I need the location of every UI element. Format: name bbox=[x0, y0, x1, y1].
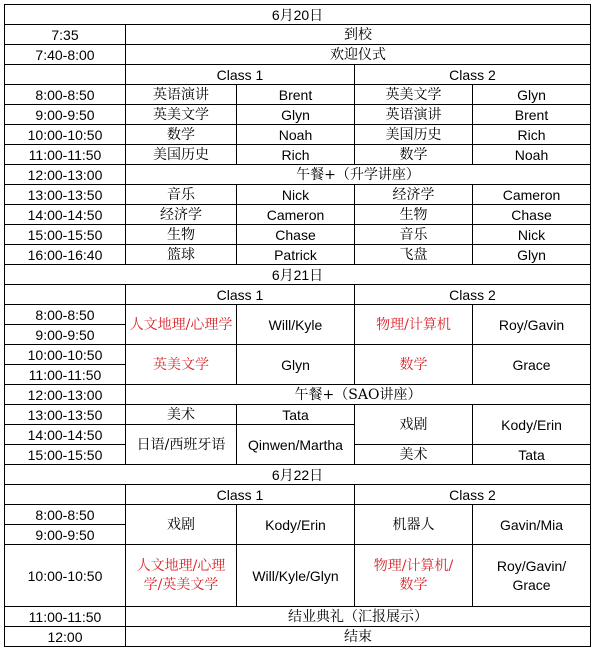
class2-teacher: Brent bbox=[473, 105, 591, 125]
class2-teacher-text: Roy/Gavin/Grace bbox=[496, 557, 567, 593]
class1-header: Class 1 bbox=[126, 485, 355, 505]
class1-teacher: Glyn bbox=[237, 345, 355, 385]
class1-teacher: Qinwen/Martha bbox=[237, 425, 355, 465]
time-cell: 12:00-13:00 bbox=[5, 165, 126, 185]
time-cell: 10:00-10:50 bbox=[5, 125, 126, 145]
class1-subject: 经济学 bbox=[126, 205, 237, 225]
class2-subject: 机器人 bbox=[355, 505, 473, 545]
class1-teacher: Kody/Erin bbox=[237, 505, 355, 545]
class1-subject: 英语演讲 bbox=[126, 85, 237, 105]
schedule-table bbox=[4, 4, 591, 647]
time-cell: 11:00-11:50 bbox=[5, 365, 126, 385]
time-cell: 9:00-9:50 bbox=[5, 325, 126, 345]
class1-teacher: Will/Kyle bbox=[237, 305, 355, 345]
class1-subject: 生物 bbox=[126, 225, 237, 245]
session-row bbox=[5, 345, 591, 365]
lunch-cell: 午餐+（SAO讲座） bbox=[126, 385, 591, 405]
blank-cell bbox=[5, 65, 126, 85]
class2-subject: 经济学 bbox=[355, 185, 473, 205]
class2-header: Class 2 bbox=[355, 485, 591, 505]
closing-row bbox=[5, 607, 591, 627]
class2-teacher: Grace bbox=[473, 345, 591, 385]
class1-teacher: Chase bbox=[237, 225, 355, 245]
session-row bbox=[5, 205, 591, 225]
class2-subject-text: 物理/计算机/数学 bbox=[373, 557, 454, 593]
class2-teacher: Cameron bbox=[473, 185, 591, 205]
class1-teacher: Brent bbox=[237, 85, 355, 105]
class1-teacher: Will/Kyle/Glyn bbox=[237, 545, 355, 607]
closing-cell: 结业典礼（汇报展示） bbox=[126, 607, 591, 627]
class1-subject: 美国历史 bbox=[126, 145, 237, 165]
time-cell: 9:00-9:50 bbox=[5, 105, 126, 125]
class2-subject: 物理/计算机 bbox=[355, 305, 473, 345]
class2-subject: 美术 bbox=[355, 445, 473, 465]
class2-subject: 英语演讲 bbox=[355, 105, 473, 125]
time-cell: 8:00-8:50 bbox=[5, 85, 126, 105]
session-row bbox=[5, 145, 591, 165]
class2-subject: 音乐 bbox=[355, 225, 473, 245]
end-cell: 结束 bbox=[126, 627, 591, 647]
class2-subject: 生物 bbox=[355, 205, 473, 225]
class2-teacher: Tata bbox=[473, 445, 591, 465]
class2-teacher: Glyn bbox=[473, 85, 591, 105]
class1-subject: 戏剧 bbox=[126, 505, 237, 545]
class2-header: Class 2 bbox=[355, 65, 591, 85]
class1-subject: 美术 bbox=[126, 405, 237, 425]
time-cell: 15:00-15:50 bbox=[5, 225, 126, 245]
class-header-row bbox=[5, 285, 591, 305]
class2-teacher: Gavin/Mia bbox=[473, 505, 591, 545]
class1-teacher: Rich bbox=[237, 145, 355, 165]
event-cell: 到校 bbox=[126, 25, 591, 45]
class1-teacher: Glyn bbox=[237, 105, 355, 125]
class2-teacher: Roy/Gavin bbox=[473, 305, 591, 345]
class1-subject-text: 人文地理/心理学/英美文学 bbox=[136, 557, 226, 593]
class1-teacher: Nick bbox=[237, 185, 355, 205]
class1-subject: 英美文学 bbox=[126, 345, 237, 385]
class2-subject: 数学 bbox=[355, 145, 473, 165]
session-row bbox=[5, 185, 591, 205]
class1-subject: 人文地理/心理学 bbox=[126, 305, 237, 345]
class-header-row bbox=[5, 65, 591, 85]
session-row bbox=[5, 405, 591, 425]
time-cell: 12:00 bbox=[5, 627, 126, 647]
class1-header: Class 1 bbox=[126, 65, 355, 85]
class2-teacher: Glyn bbox=[473, 245, 591, 265]
time-cell: 16:00-16:40 bbox=[5, 245, 126, 265]
schedule-row bbox=[5, 25, 591, 45]
class1-subject: 篮球 bbox=[126, 245, 237, 265]
time-cell: 12:00-13:00 bbox=[5, 385, 126, 405]
time-cell: 7:40-8:00 bbox=[5, 45, 126, 65]
time-cell: 14:00-14:50 bbox=[5, 425, 126, 445]
time-cell: 10:00-10:50 bbox=[5, 545, 126, 607]
class2-teacher: Nick bbox=[473, 225, 591, 245]
time-cell: 9:00-9:50 bbox=[5, 525, 126, 545]
lunch-row bbox=[5, 385, 591, 405]
time-cell: 13:00-13:50 bbox=[5, 185, 126, 205]
class2-subject: 戏剧 bbox=[355, 405, 473, 445]
event-cell: 欢迎仪式 bbox=[126, 45, 591, 65]
class2-teacher: Rich bbox=[473, 125, 591, 145]
session-row bbox=[5, 305, 591, 325]
time-cell: 8:00-8:50 bbox=[5, 505, 126, 525]
time-cell: 14:00-14:50 bbox=[5, 205, 126, 225]
date-cell: 6月22日 bbox=[5, 465, 591, 485]
date-row bbox=[5, 465, 591, 485]
class1-subject: 英美文学 bbox=[126, 105, 237, 125]
class1-subject bbox=[126, 545, 237, 607]
time-cell: 13:00-13:50 bbox=[5, 405, 126, 425]
date-cell: 6月21日 bbox=[5, 265, 591, 285]
class1-subject: 数学 bbox=[126, 125, 237, 145]
class2-subject: 美国历史 bbox=[355, 125, 473, 145]
date-row bbox=[5, 5, 591, 25]
class1-teacher: Noah bbox=[237, 125, 355, 145]
class1-teacher: Patrick bbox=[237, 245, 355, 265]
class1-header: Class 1 bbox=[126, 285, 355, 305]
class2-teacher: Kody/Erin bbox=[473, 405, 591, 445]
class2-subject bbox=[355, 545, 473, 607]
class-header-row bbox=[5, 485, 591, 505]
session-row bbox=[5, 245, 591, 265]
class1-subject: 音乐 bbox=[126, 185, 237, 205]
blank-cell bbox=[5, 285, 126, 305]
class2-teacher: Noah bbox=[473, 145, 591, 165]
class1-subject: 日语/西班牙语 bbox=[126, 425, 237, 465]
time-cell: 8:00-8:50 bbox=[5, 305, 126, 325]
lunch-cell: 午餐+（升学讲座） bbox=[126, 165, 591, 185]
class2-header: Class 2 bbox=[355, 285, 591, 305]
time-cell: 15:00-15:50 bbox=[5, 445, 126, 465]
session-row bbox=[5, 105, 591, 125]
date-row bbox=[5, 265, 591, 285]
schedule-row bbox=[5, 45, 591, 65]
class1-teacher: Tata bbox=[237, 405, 355, 425]
class1-teacher: Cameron bbox=[237, 205, 355, 225]
session-row bbox=[5, 505, 591, 525]
time-cell: 11:00-11:50 bbox=[5, 145, 126, 165]
class2-subject: 英美文学 bbox=[355, 85, 473, 105]
time-cell: 11:00-11:50 bbox=[5, 607, 126, 627]
time-cell: 10:00-10:50 bbox=[5, 345, 126, 365]
end-row bbox=[5, 627, 591, 647]
session-row bbox=[5, 125, 591, 145]
session-row bbox=[5, 545, 591, 607]
lunch-row bbox=[5, 165, 591, 185]
class2-teacher: Chase bbox=[473, 205, 591, 225]
time-cell: 7:35 bbox=[5, 25, 126, 45]
blank-cell bbox=[5, 485, 126, 505]
session-row bbox=[5, 225, 591, 245]
class2-subject: 飞盘 bbox=[355, 245, 473, 265]
date-cell: 6月20日 bbox=[5, 5, 591, 25]
session-row bbox=[5, 85, 591, 105]
class2-subject: 数学 bbox=[355, 345, 473, 385]
class2-teacher bbox=[473, 545, 591, 607]
